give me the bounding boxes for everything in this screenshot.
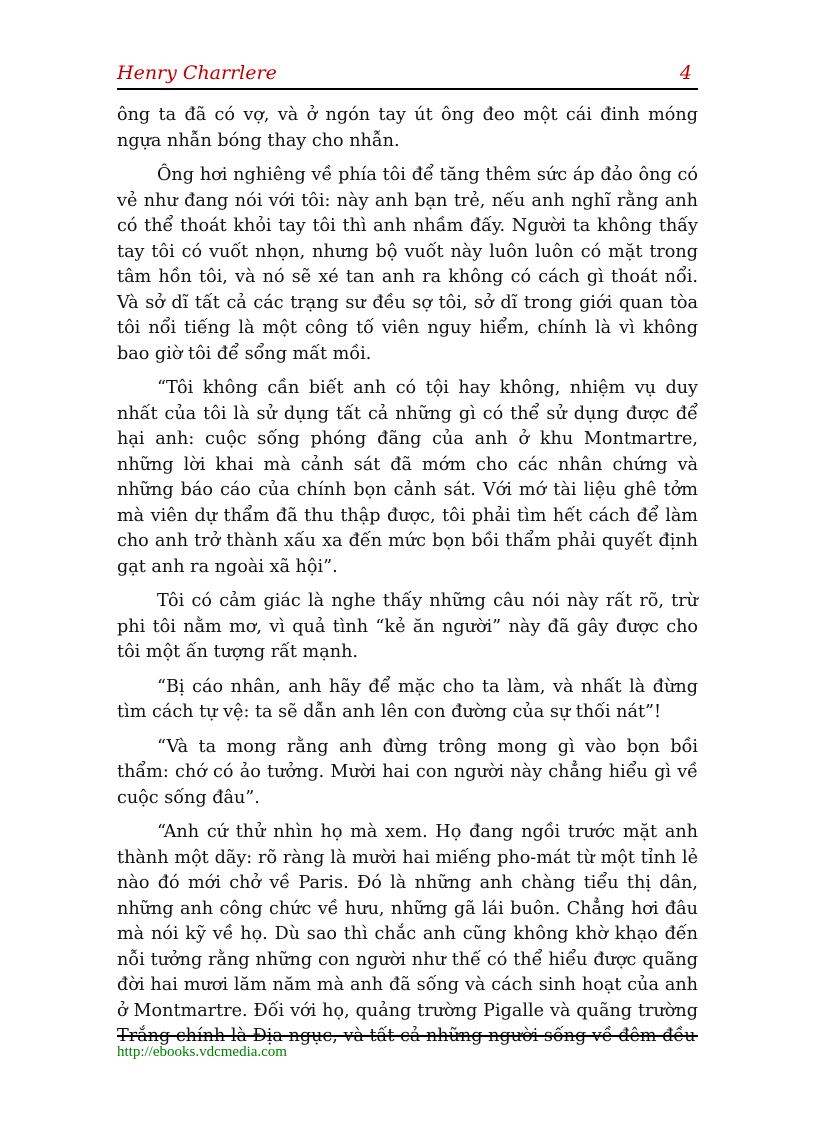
paragraph: Ông hơi nghiêng về phía tôi để tăng thêm sức áp đảo ông có vẻ như đang nói với tôi: này anh bạn trẻ, nếu anh nghĩ rằng anh có thể thoát khỏi tay tôi thì anh nhầm đấy. Người ta không thấy tay tôi có vuốt nhọn, nhưng bộ vuốt này luôn luôn có mặt trong tâm hồn tôi, và nó sẽ xé tan anh ra không có cách gì thoát nổi. Và sở dĩ tất cả các trạng sư đều sợ tôi, sở dĩ trong giới quan tòa tôi nổi tiếng là một công tố viên nguy hiểm, chính là vì không bao giờ tôi để sổng mất mồi. [117, 165, 698, 364]
paragraph: “Và ta mong rằng anh đừng trông mong gì vào bọn bồi thẩm: chớ có ảo tưởng. Mười hai con người này chẳng hiểu gì về cuộc sống đâu”. [117, 736, 698, 808]
paragraph: “Tôi không cần biết anh có tội hay không, nhiệm vụ duy nhất của tôi là sử dụng tất cả những gì có thể sử dụng được để hại anh: cuộc sống phóng đãng của anh ở khu Montmartre, những lời khai mà cảnh sát đã mớm cho các nhân chứng và những báo cáo của chính bọn cảnh sát. Với mớ tài liệu ghê tởm mà viên dự thẩm đã thu thập được, tôi phải tìm hết cách để làm cho anh trở thành xấu xa đến mức bọn bồi thẩm phải quyết định gạt anh ra ngoài xã hội”. [117, 378, 698, 577]
paragraph: ông ta đã có vợ, và ở ngón tay út ông đeo một cái đinh móng ngựa nhẫn bóng thay cho nhẫn. [117, 105, 698, 151]
page-number: 4 [679, 62, 692, 84]
footer-website-link[interactable]: http://ebooks.vdcmedia.com [117, 1044, 287, 1060]
body-text [117, 103, 698, 1059]
paragraph: Tôi có cảm giác là nghe thấy những câu nói này rất rõ, trừ phi tôi nằm mơ, vì quả tình “kẻ ăn người” này đã gây được cho tôi một ấn tượng rất mạnh. [117, 591, 698, 662]
paragraph: “Bị cáo nhân, anh hãy để mặc cho ta làm, và nhất là đừng tìm cách tự vệ: ta sẽ dẫn anh lên con đường của sự thối nát”! [117, 676, 698, 722]
book-author-title: Henry Charrlere [117, 62, 277, 84]
paragraph: “Anh cứ thử nhìn họ mà xem. Họ đang ngồi trước mặt anh thành một dãy: rõ ràng là mười hai miếng pho-mát từ một tỉnh lẻ nào đó mới chở về Paris. Đó là những anh chàng tiểu thị dân, những anh công chức về hưu, những gã lái buôn. Chẳng hơi đâu mà nói kỹ về họ. Dù sao thì chắc anh cũng không khờ khạo đến nỗi tưởng rằng những con người như thế có thể hiểu được quãng đời hai mươi lăm năm mà anh đã sống và cách sinh hoạt của anh ở Montmartre. Đối với họ, quảng trường Pigalle và quãng trường Trắng chính là Địa ngục, và tất cả những người sống về đêm đều [117, 822, 698, 1046]
page-header [117, 60, 698, 90]
footer-divider [117, 1035, 698, 1037]
